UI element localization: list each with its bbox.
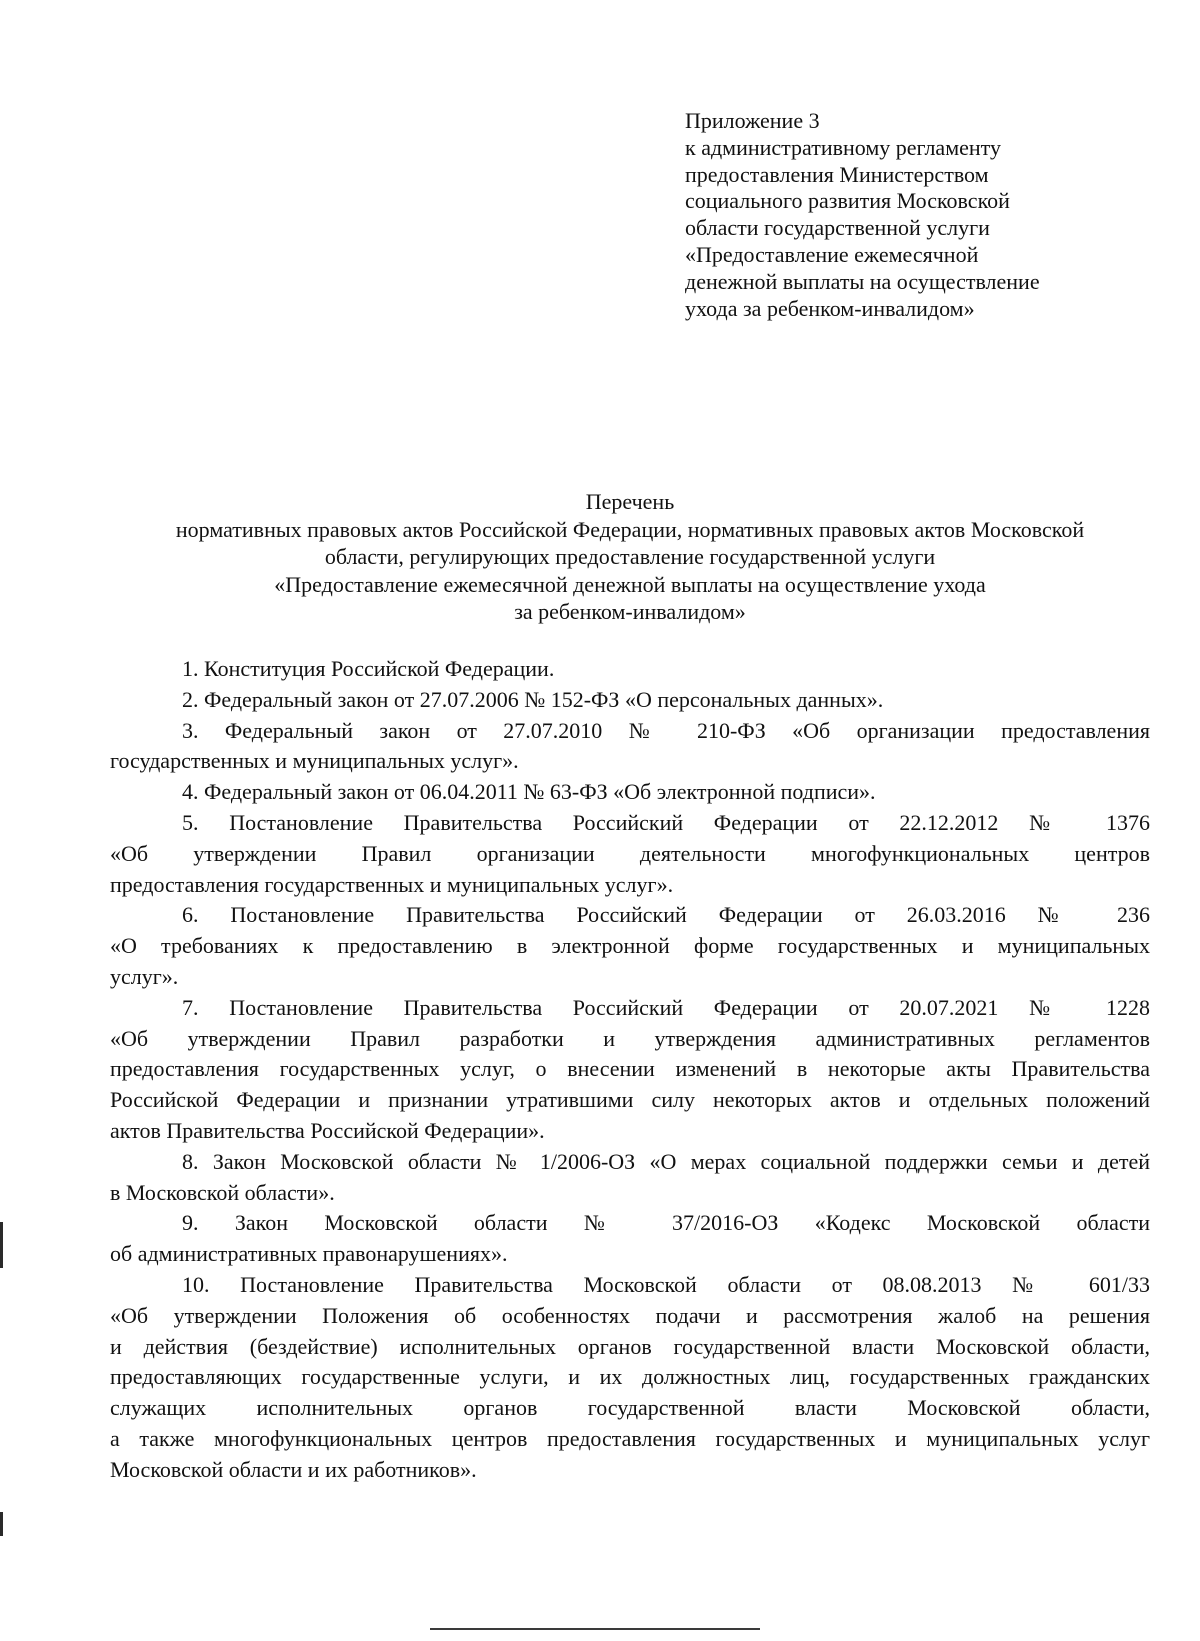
list-item-line: 3. Федеральный закон от 27.07.2010 № 210-ФЗ «Об организации предоставления (182, 717, 1150, 743)
list-item-line: служащих исполнительных органов государственной власти Московской области, (110, 1395, 1150, 1421)
appendix-line: «Предоставление ежемесячной (685, 241, 979, 267)
list-item (110, 716, 1150, 778)
list-item-line: 1. Конституция Российской Федерации. (182, 656, 555, 681)
list-item-line: услуг». (110, 963, 179, 989)
list-item (110, 900, 1150, 992)
scan-edge-mark (0, 1222, 3, 1268)
list-item-line: в Московской области». (110, 1179, 335, 1205)
list-item-line: 10. Постановление Правительства Московской области от 08.08.2013 № 601/33 (182, 1271, 1150, 1297)
title-line: нормативных правовых актов Российской Федерации, нормативных правовых актов Московской (175, 516, 1085, 542)
scan-bottom-mark (430, 1628, 760, 1630)
list-item-line: «Об утверждении Правил организации деятельности многофункциональных центров (110, 840, 1150, 866)
list-item-line: а также многофункциональных центров предоставления государственных и муниципальных услуг (110, 1425, 1150, 1451)
list-item-line: Московской области и их работников». (110, 1456, 477, 1482)
appendix-line: предоставления Министерством (685, 161, 989, 187)
list-item-line: «Об утверждении Положения об особенностях подачи и рассмотрения жалоб на решения (110, 1302, 1150, 1328)
list-item-line: предоставления государственных и муниципальных услуг». (110, 871, 674, 897)
list-item-line: «О требованиях к предоставлению в электронной форме государственных и муниципальных (110, 933, 1150, 959)
list-item-line: 8. Закон Московской области № 1/2006-ОЗ «О мерах социальной поддержки семьи и детей (182, 1148, 1150, 1174)
list-item-line: актов Правительства Российской Федерации». (110, 1117, 545, 1143)
appendix-line: денежной выплаты на осуществление (685, 268, 1040, 294)
list-item (110, 654, 1150, 685)
list-item-line: предоставления государственных услуг, о внесении изменений в некоторые акты Правительства (110, 1056, 1150, 1082)
list-item (110, 777, 1150, 808)
title-line: Перечень (585, 489, 675, 514)
list-item-line: Российской Федерации и признании утратившими силу некоторых актов и отдельных положений (110, 1087, 1150, 1113)
appendix-line: ухода за ребенком-инвалидом» (685, 295, 975, 321)
list-item-line: об административных правонарушениях». (110, 1241, 508, 1267)
list-item (110, 1270, 1150, 1486)
appendix-header (685, 108, 1125, 322)
list-item (110, 1208, 1150, 1270)
document-title (110, 488, 1150, 626)
list-item (110, 993, 1150, 1147)
appendix-line: области государственной услуги (685, 215, 990, 241)
list-item (110, 808, 1150, 900)
list-item-line: государственных и муниципальных услуг». (110, 748, 519, 774)
title-line: «Предоставление ежемесячной денежной выплаты на осуществление ухода (274, 571, 986, 597)
list-item (110, 1147, 1150, 1209)
list-item (110, 685, 1150, 716)
list-item-line: 5. Постановление Правительства Российский Федерации от 22.12.2012 № 1376 (182, 809, 1150, 835)
list-item-line: и действия (бездействие) исполнительных органов государственной власти Московской области, (110, 1333, 1150, 1359)
title-line: за ребенком-инвалидом» (514, 599, 746, 624)
acts-list (110, 654, 1150, 1486)
list-item-line: «Об утверждении Правил разработки и утверждения административных регламентов (110, 1025, 1150, 1051)
list-item-line: 9. Закон Московской области № 37/2016-ОЗ «Кодекс Московской области (182, 1210, 1150, 1236)
list-item-line: 2. Федеральный закон от 27.07.2006 № 152-ФЗ «О персональных данных». (182, 686, 884, 712)
appendix-line: Приложение 3 (685, 108, 820, 133)
appendix-line: социального развития Московской (685, 188, 1010, 214)
appendix-line: к административному регламенту (685, 134, 1001, 160)
scan-edge-mark (0, 1512, 3, 1536)
list-item-line: 6. Постановление Правительства Российский Федерации от 26.03.2016 № 236 (182, 902, 1150, 928)
list-item-line: предоставляющих государственные услуги, и их должностных лиц, государственных гражданских (110, 1364, 1150, 1390)
list-item-line: 4. Федеральный закон от 06.04.2011 № 63-ФЗ «Об электронной подписи». (182, 779, 876, 805)
title-line: области, регулирующих предоставление государственной услуги (324, 544, 936, 569)
list-item-line: 7. Постановление Правительства Российский Федерации от 20.07.2021 № 1228 (182, 994, 1150, 1020)
